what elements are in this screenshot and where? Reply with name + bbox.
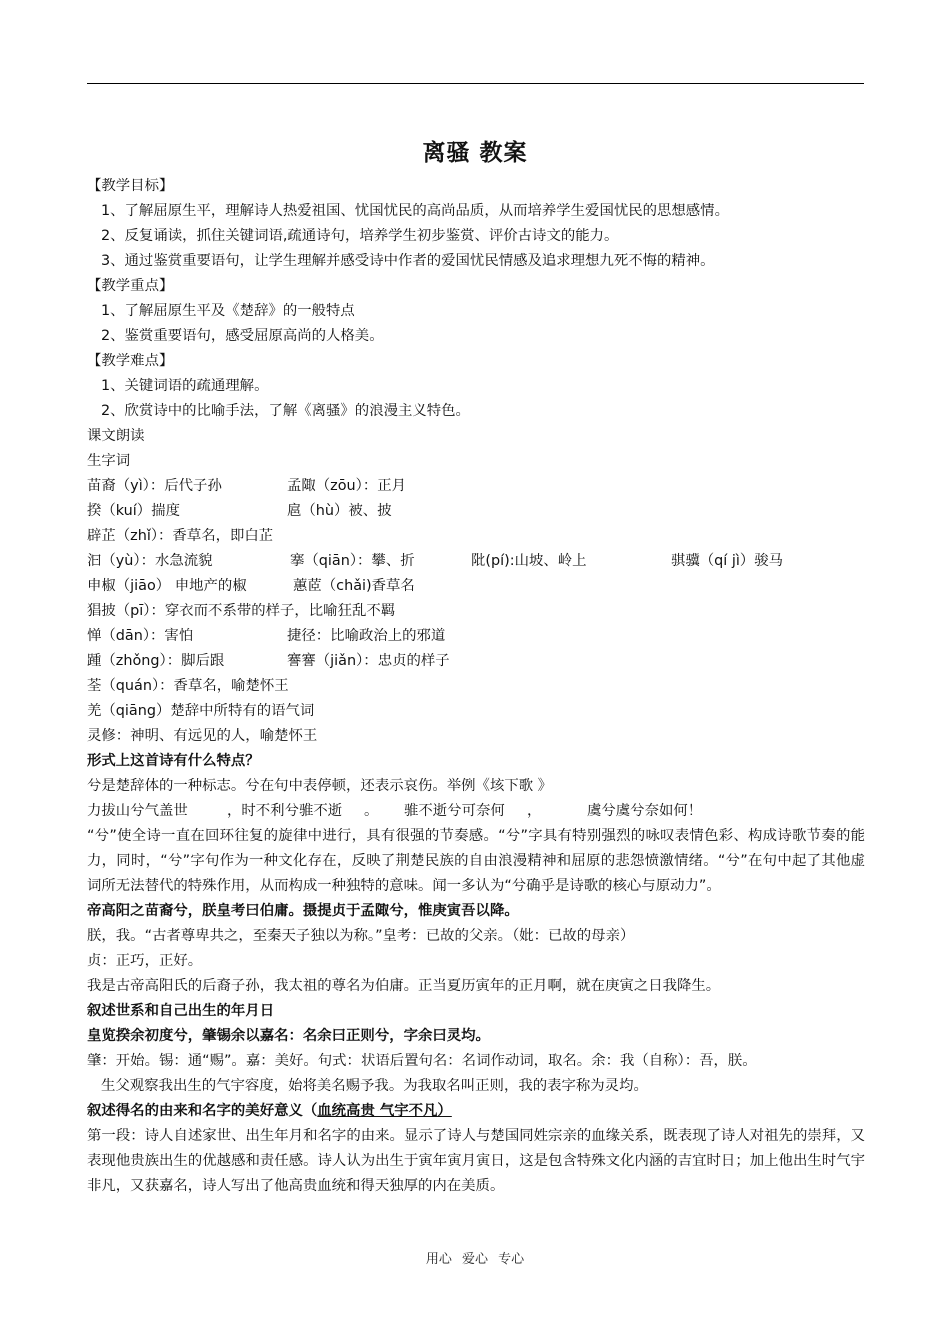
goal-item: 2、反复诵读，抓住关键词语,疏通诗句，培养学生初步鉴赏、评价古诗文的能力。	[101, 228, 619, 244]
poem-line	[87, 799, 865, 824]
page-title: 离骚 教案	[422, 140, 528, 166]
goal-item: 1、了解屈原生平，理解诗人热爱祖国、忧国忧民的高尚品质，从而培养学生爱国忧民的思想感情。	[101, 203, 729, 219]
vocab-entry: 阰(pí):山坡、岭上	[471, 553, 587, 569]
poem-phrase: ，	[527, 803, 542, 819]
vocab-entry: 蕙茝（chǎi)香草名	[293, 578, 415, 594]
poem-phrase: 。	[364, 803, 379, 819]
summary-line: 叙述世系和自己出生的年月日	[87, 1003, 275, 1019]
poem-phrase: 力拔山兮气盖世	[87, 803, 188, 819]
difficulty-item: 1、关键词语的疏通理解。	[101, 378, 269, 394]
focus-item: 1、了解屈原生平及《楚辞》的一般特点	[101, 303, 355, 319]
focus-item: 2、鉴赏重要语句，感受屈原高尚的人格美。	[101, 328, 384, 344]
reading-label: 课文朗读	[87, 428, 145, 444]
summary-text: 叙述得名的由来和名字的美好意义（	[87, 1103, 318, 1119]
verse-line: 皇览揆余初度兮，肇锡余以嘉名：名余曰正则兮，字余曰灵均。	[87, 1028, 490, 1044]
focus-heading: 【教学重点】	[87, 278, 174, 294]
vocab-entry: 惮（dān）：害怕	[87, 628, 194, 644]
vocab-entry: 揆（kuí）揣度	[87, 503, 180, 519]
vocab-entry: 孟陬（zōu）：正月	[287, 478, 407, 494]
summary-line	[87, 1099, 865, 1124]
vocab-row: 羌（qiāng）楚辞中所特有的语气词	[87, 703, 315, 719]
vocab-row	[87, 549, 865, 574]
vocab-entry: 苗裔（yì）：后代子孙	[87, 478, 222, 494]
vocab-row	[87, 474, 865, 499]
vocab-entry: 申椒（jiāo） 申地产的椒	[87, 578, 247, 594]
vocab-entry: 骐骥（qí jì）骏马	[671, 553, 784, 569]
vocab-row	[87, 649, 865, 674]
poem-phrase: 骓不逝兮可奈何	[404, 803, 505, 819]
body-text: 兮是楚辞体的一种标志。兮在句中表停顿，还表示哀伤。举例《垓下歌 》	[87, 778, 553, 794]
vocab-entry: 扈（hù）被、披	[287, 503, 392, 519]
vocab-entry: 搴（qiān）：攀、折	[290, 553, 415, 569]
document-body	[87, 174, 865, 1199]
summary-underlined: 血统高贵 气宇不凡）	[317, 1103, 452, 1119]
translation-line: 我是古帝高阳氏的后裔子孙，我太祖的尊名为伯庸。正当夏历寅年的正月啊，就在庚寅之日我降生。	[87, 978, 721, 994]
poem-phrase: ，时不利兮骓不逝	[227, 803, 343, 819]
note-line: 肇：开始。锡：通“赐”。嘉：美好。句式：状语后置句名：名词作动词，取名。余：我（自称）：吾，朕。	[87, 1053, 757, 1069]
vocab-entry: 謇謇（jiǎn）：忠贞的样子	[287, 653, 450, 669]
body-paragraph: 第一段：诗人自述家世、出生年月和名字的由来。显示了诗人与楚国同姓宗亲的血缘关系，既表现了诗人对祖先的崇拜，又表现他贵族出生的优越感和责任感。诗人认为出生于寅年寅月寅日，这是包含特殊文化内涵的吉宜时日；加上他出生时气宇非凡，又获嘉名，诗人写出了他高贵血统和得天独厚的内在美质。	[87, 1128, 865, 1194]
goals-heading: 【教学目标】	[87, 178, 174, 194]
vocab-row: 辟芷（zhǐ）：香草名，即白芷	[87, 528, 274, 544]
note-line: 贞：正巧，正好。	[87, 953, 203, 969]
vocab-entry: 捷径：比喻政治上的邪道	[287, 628, 446, 644]
vocab-entry: 汩（yù）：水急流貌	[87, 553, 213, 569]
vocab-row	[87, 574, 865, 599]
goal-item: 3、通过鉴赏重要语句，让学生理解并感受诗中作者的爱国忧民情感及追求理想九死不悔的精神。	[101, 253, 715, 269]
verse-line: 帝高阳之苗裔兮，朕皇考曰伯庸。摄提贞于孟陬兮，惟庚寅吾以降。	[87, 903, 519, 919]
difficulty-item: 2、欣赏诗中的比喻手法，了解《离骚》的浪漫主义特色。	[101, 403, 470, 419]
poem-phrase: 虞兮虞兮奈如何！	[587, 803, 703, 819]
vocab-heading: 生字词	[87, 453, 131, 469]
vocab-entry: 踵（zhǒng）：脚后跟	[87, 653, 225, 669]
vocab-row: 荃（quán）：香草名，喻楚怀王	[87, 678, 289, 694]
page-footer: 用心 爱心 专心	[425, 1252, 525, 1267]
body-paragraph: “兮”使全诗一直在回环往复的旋律中进行，具有很强的节奏感。“兮”字具有特别强烈的咏叹表情色彩、构成诗歌节奏的能力，同时，“兮”字句作为一种文化存在，反映了荆楚民族的自由浪漫精神和屈原的悲怨愤激情绪。“兮”在句中起了其他虚词所无法替代的特殊作用，从而构成一种独特的意味。闻一多认为“兮确乎是诗歌的核心与原动力”。	[87, 828, 865, 894]
vocab-row: 灵修：神明、有远见的人，喻楚怀王	[87, 728, 318, 744]
section-question: 形式上这首诗有什么特点？	[87, 753, 260, 769]
difficulty-heading: 【教学难点】	[87, 353, 174, 369]
header-rule	[87, 83, 864, 84]
vocab-row	[87, 624, 865, 649]
note-line: 朕，我。“古者尊卑共之，至秦天子独以为称。”皇考：已故的父亲。（妣：已故的母亲）	[87, 928, 635, 944]
vocab-row	[87, 499, 865, 524]
vocab-row: 猖披（pī）：穿衣而不系带的样子，比喻狂乱不羁	[87, 603, 396, 619]
translation-line: 生父观察我出生的气宇容度，始将美名赐予我。为我取名叫正则，我的表字称为灵均。	[101, 1078, 648, 1094]
